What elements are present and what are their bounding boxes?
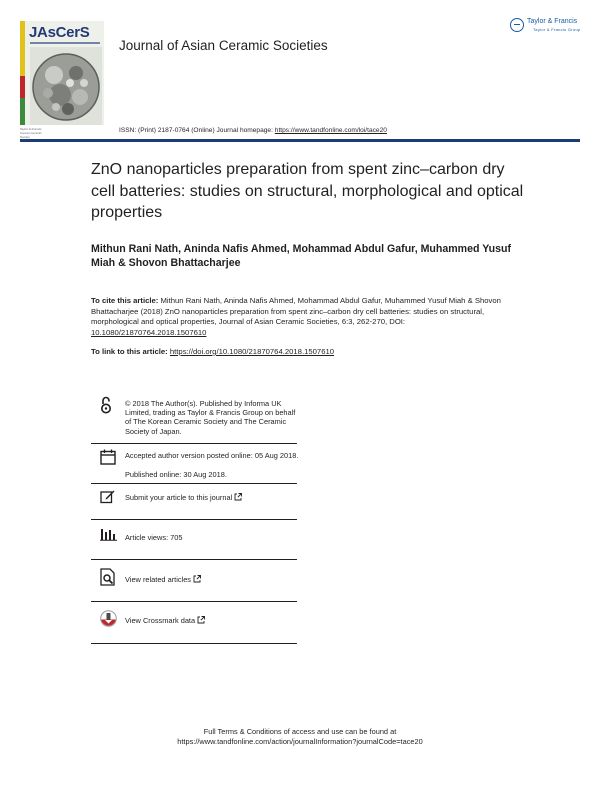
cover-micrograph (30, 47, 102, 125)
crossmark-link[interactable] (125, 616, 300, 625)
article-link-line (91, 347, 334, 356)
citation-label: To cite this article: (91, 296, 159, 305)
accepted-date: Accepted author version posted online: 05 Aug 2018. (125, 451, 299, 460)
edit-icon (100, 489, 115, 504)
related-articles-label: View related articles (125, 575, 191, 584)
issn-line (119, 127, 387, 134)
footer-terms-text: Full Terms & Conditions of access and use can be found at (203, 727, 397, 736)
citation-text: Mithun Rani Nath, Aninda Nafis Ahmed, Mohammad Abdul Gafur, Muhammed Yusuf Miah & Shovon Bhattacharjee (2018) ZnO nanoparticles preparation from spent zinc–carbon dry cell batteries: studies on structural, morphological and optical properties, Journal of Asian Ceramic Societies, 6:3, 262-270, DOI: (91, 296, 501, 326)
info-divider (91, 483, 297, 484)
publisher-logo[interactable] (510, 17, 584, 37)
external-link-icon (234, 493, 242, 501)
submit-article-link[interactable] (125, 493, 300, 502)
article-doi-link[interactable]: https://doi.org/10.1080/21870764.2018.1507610 (169, 347, 335, 356)
info-divider (91, 601, 297, 602)
publisher-logo-icon (510, 18, 524, 32)
footer-terms-link[interactable]: https://www.tandfonline.com/action/journalInformation?journalCode=tace20 (177, 737, 423, 746)
cover-subtitle-line (30, 42, 100, 44)
citation-block (91, 296, 521, 338)
submit-article-label: Submit your article to this journal (125, 493, 233, 502)
open-access-icon (100, 396, 112, 414)
related-articles-icon (100, 568, 116, 586)
cover-title: JAsCerS (29, 24, 90, 41)
article-views: Article views: 705 (125, 533, 183, 542)
footer (0, 727, 600, 747)
calendar-icon (100, 449, 116, 465)
article-authors: Mithun Rani Nath, Aninda Nafis Ahmed, Mohammad Abdul Gafur, Muhammed Yusuf Miah & Shovon Bhattacharjee (91, 243, 512, 270)
crossmark-label: View Crossmark data (125, 616, 196, 625)
info-divider (91, 643, 297, 644)
crossmark-icon (100, 610, 117, 627)
bar-chart-icon (100, 527, 117, 541)
article-link-label: To link to this article: (91, 347, 170, 356)
info-divider (91, 443, 297, 444)
info-divider (91, 559, 297, 560)
external-link-icon (193, 575, 201, 583)
cover-color-bar (20, 21, 25, 125)
journal-cover-image (20, 21, 104, 125)
publisher-logo-subtext: Taylor & Francis Group (533, 27, 581, 32)
header-divider (20, 139, 580, 142)
external-link-icon (197, 616, 205, 624)
open-access-notice: © 2018 The Author(s). Published by Informa UK Limited, trading as Taylor & Francis Group on behalf of The Korean Ceramic Society and The Ceramic Society of Japan. (125, 399, 296, 436)
related-articles-link[interactable] (125, 575, 300, 584)
info-divider (91, 519, 297, 520)
journal-name: Journal of Asian Ceramic Societies (119, 38, 328, 53)
issn-text: ISSN: (Print) 2187-0764 (Online) Journal homepage: (119, 127, 275, 134)
published-date: Published online: 30 Aug 2018. (125, 470, 227, 479)
article-title: ZnO nanoparticles preparation from spent zinc–carbon dry cell batteries: studies on structural, morphological and optical properties (91, 161, 524, 221)
publisher-logo-text: Taylor & Francis (527, 18, 578, 25)
journal-homepage-link[interactable]: https://www.tandfonline.com/loi/tace20 (274, 127, 387, 134)
citation-doi-link[interactable]: 10.1080/21870764.2018.1507610 (91, 327, 207, 337)
cover-footnote: Taylor & Francis Korean Ceramic Society (20, 127, 42, 139)
